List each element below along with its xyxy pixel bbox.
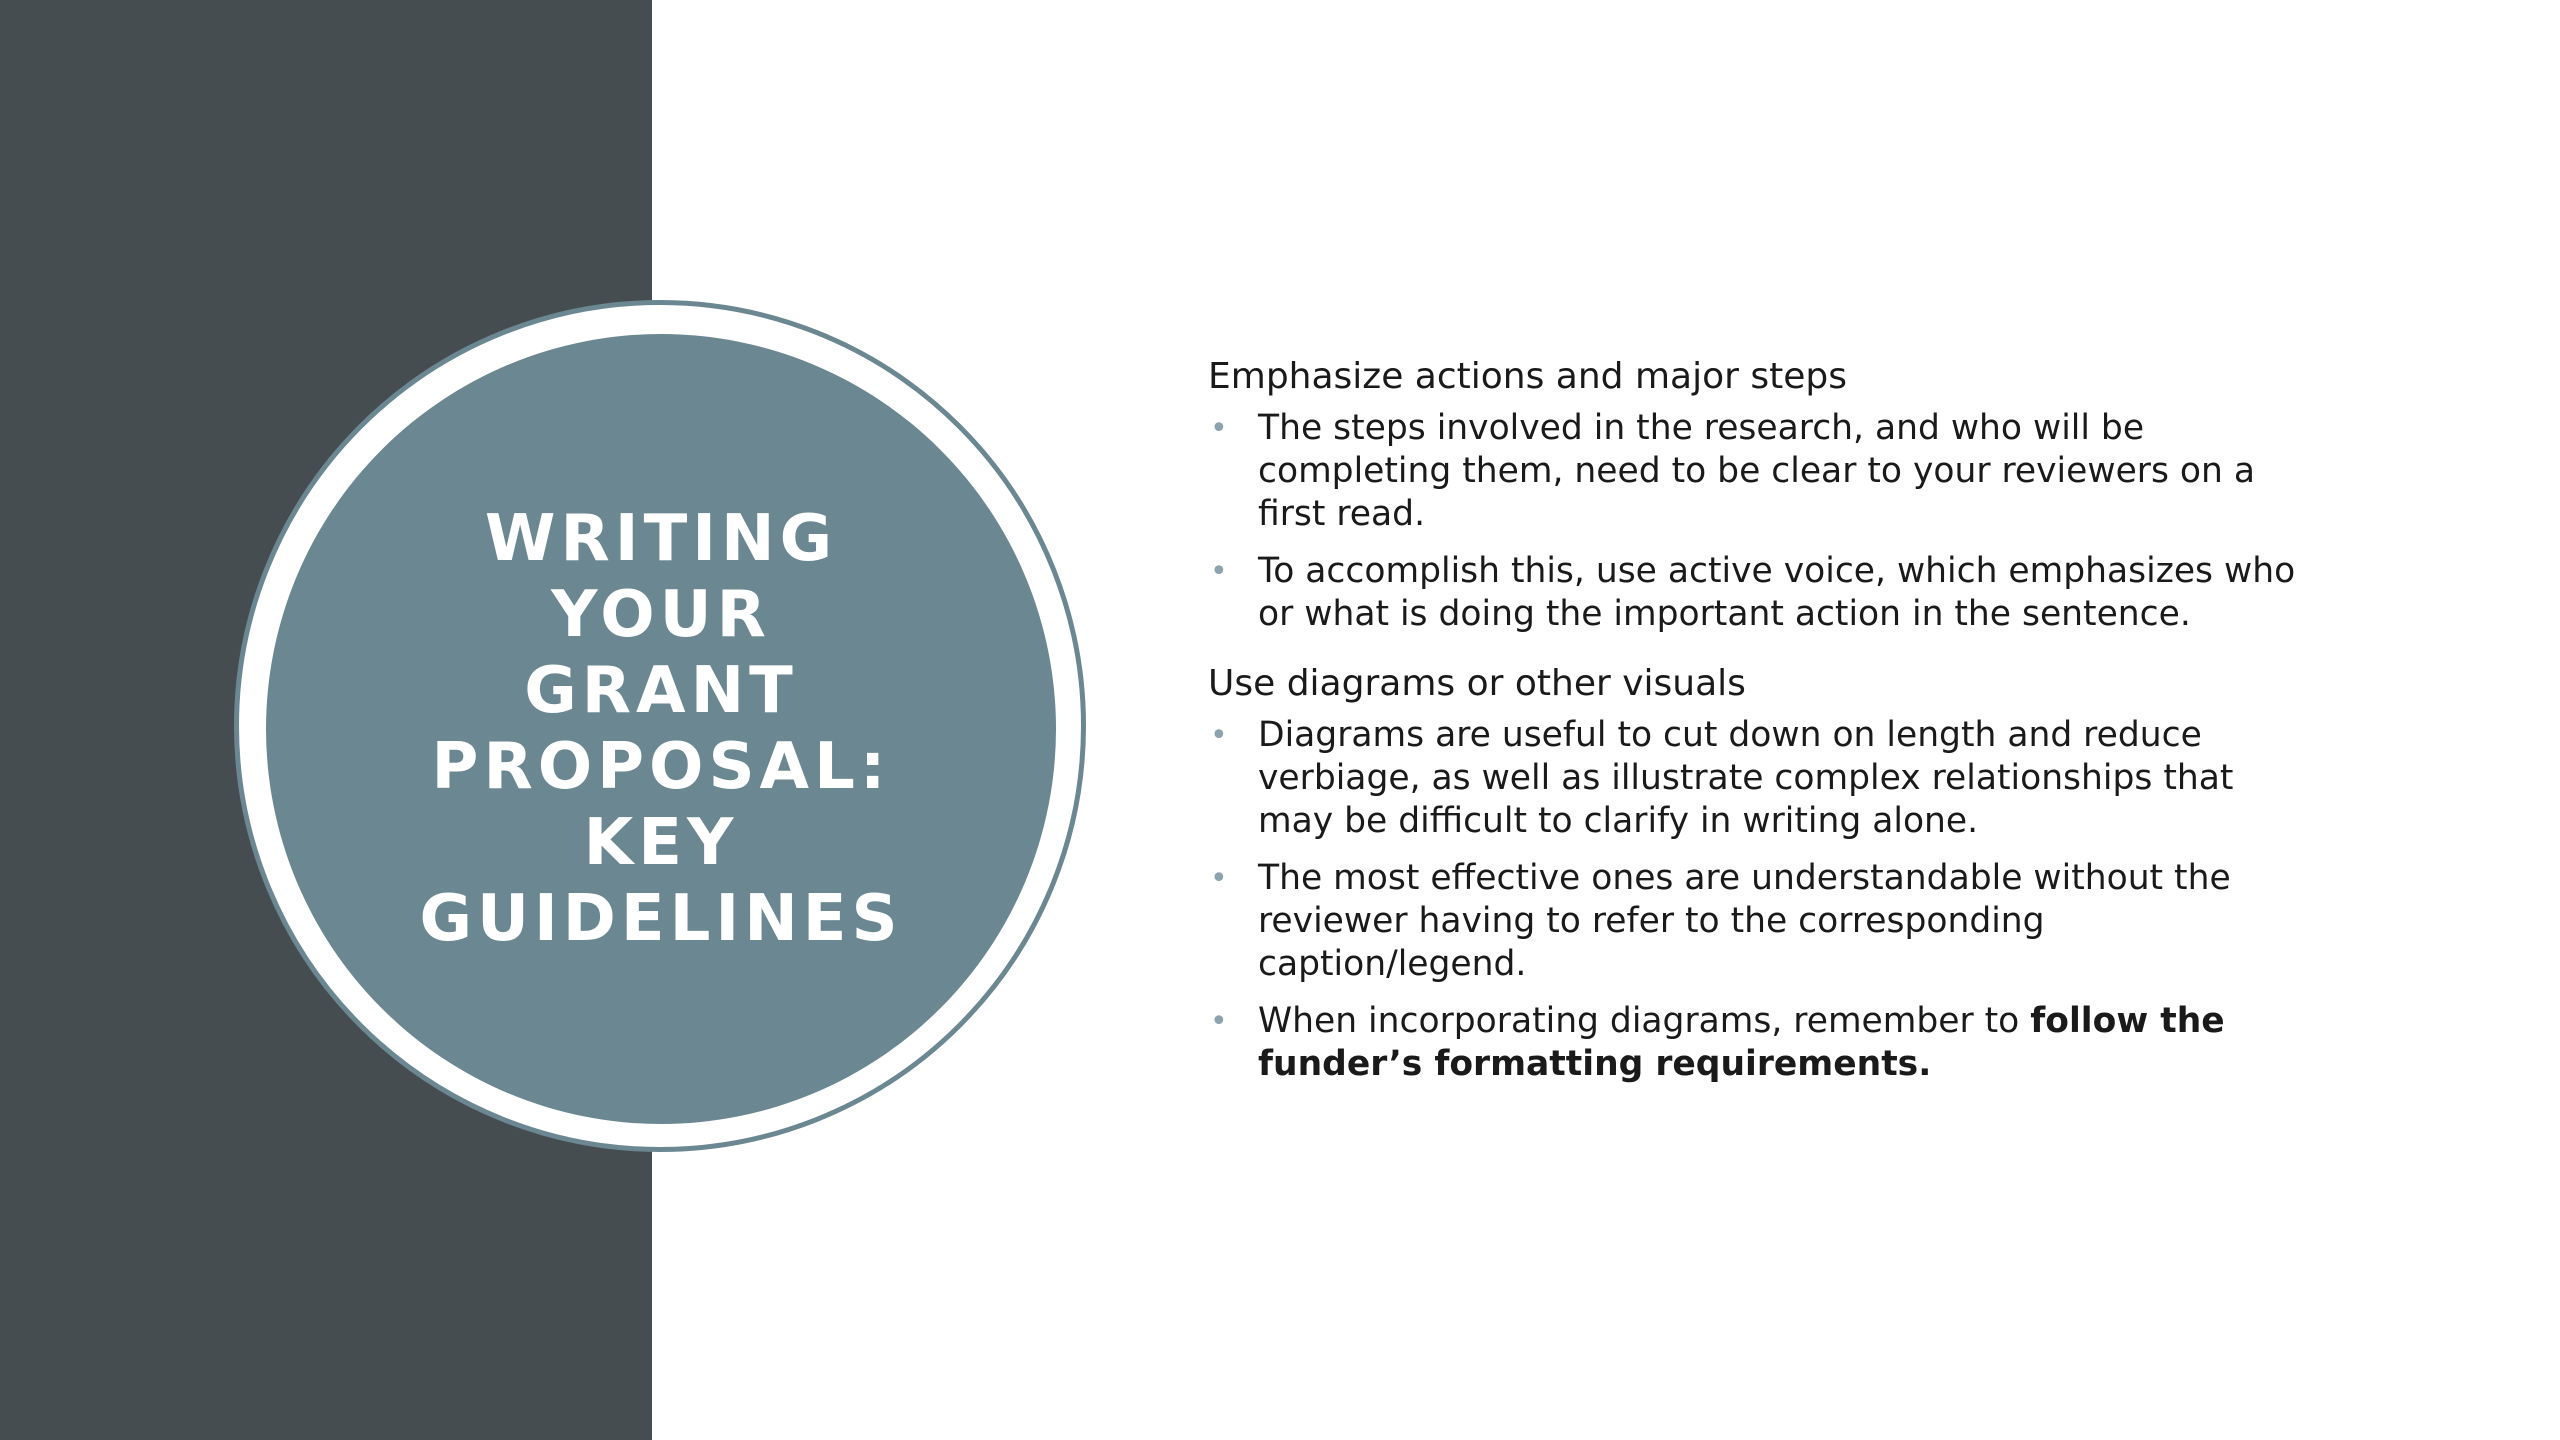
bullet-text: The most effective ones are understandable without the reviewer having to refer to the corresponding caption/legend. (1258, 858, 2231, 984)
section-heading: Emphasize actions and major steps (1208, 356, 1847, 397)
bullet-dot-icon: • (1210, 1004, 1228, 1039)
title-line: GRANT (524, 654, 798, 728)
slide-body (1208, 355, 2318, 1100)
title-line: WRITING (484, 502, 838, 576)
bullet-item (1208, 1000, 2318, 1086)
bullet-item (1208, 857, 2318, 986)
bullet-text: The steps involved in the research, and who will be completing them, need to be clear to your reviewers on a first read. (1258, 408, 2256, 534)
title-line: YOUR (551, 578, 771, 652)
bullet-dot-icon: • (1210, 861, 1228, 896)
bullet-dot-icon: • (1210, 411, 1228, 446)
bullet-list (1208, 407, 2318, 636)
bullet-item (1208, 407, 2318, 536)
bullet-item (1208, 714, 2318, 843)
bullet-item (1208, 550, 2318, 636)
title-line: KEY (583, 806, 739, 880)
bullet-list (1208, 714, 2318, 1086)
bullet-text: To accomplish this, use active voice, which emphasizes who or what is doing the important action in the sentence. (1258, 551, 2296, 634)
bullet-text: When incorporating diagrams, remember to (1258, 1001, 2031, 1041)
section-heading: Use diagrams or other visuals (1208, 663, 1746, 704)
bullet-text: Diagrams are useful to cut down on length and reduce verbiage, as well as illustrate complex relationships that may be difficult to clarify in writing alone. (1258, 715, 2234, 841)
bullet-bold-text: follow the funder’s formatting requirements. (1258, 1001, 2225, 1084)
slide-title (266, 334, 1056, 1124)
title-line: PROPOSAL: (431, 730, 891, 804)
title-line: GUIDELINES (419, 882, 903, 956)
bullet-dot-icon: • (1210, 554, 1228, 589)
bullet-dot-icon: • (1210, 718, 1228, 753)
